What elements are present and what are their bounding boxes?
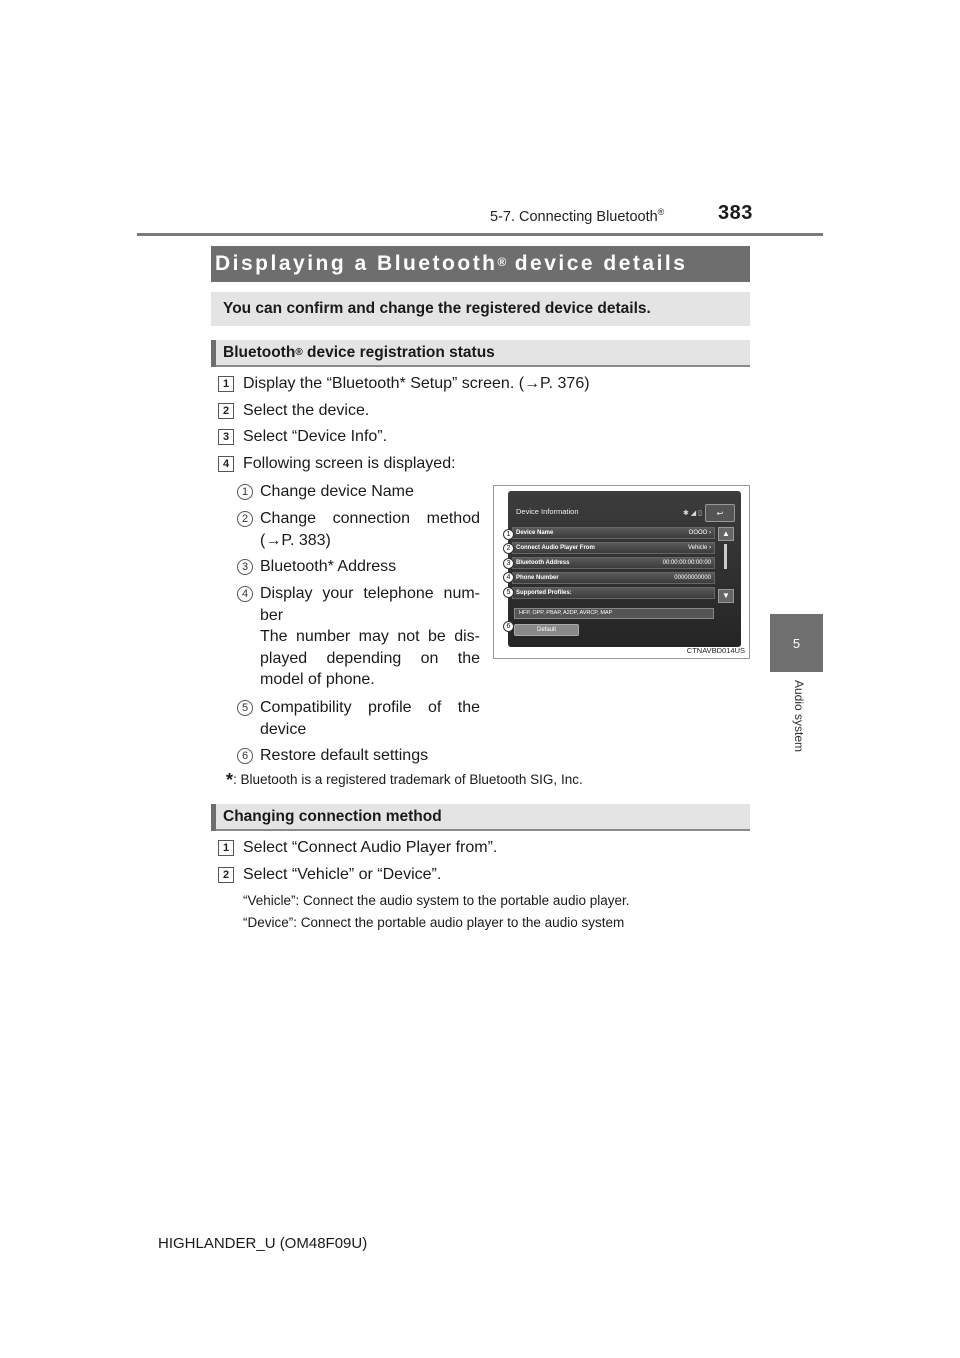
- step-number: 1: [218, 840, 234, 856]
- scroll-down-icon: ▼: [718, 589, 734, 603]
- scroll-up-icon: ▲: [718, 527, 734, 541]
- screen-title: Device Information: [516, 507, 579, 516]
- note-device: “Device”: Connect the portable audio player to the audio system: [243, 915, 625, 930]
- callout-3: 3: [503, 558, 514, 569]
- profiles-list: HFP, OPP, PBAP, A2DP, AVRCP, MAP: [514, 608, 714, 619]
- connection-section-heading: Changing connection method: [211, 804, 750, 831]
- default-button: Default: [514, 624, 579, 636]
- callout-5: 5: [503, 587, 514, 598]
- page-number: 383: [718, 202, 753, 224]
- chapter-tab: 5: [770, 614, 823, 672]
- item-number: 6: [237, 748, 253, 764]
- section-title: 5-7. Connecting Bluetooth®: [490, 207, 665, 225]
- intro-banner: You can confirm and change the registered device details.: [211, 292, 750, 326]
- heading-accent: [211, 804, 216, 831]
- step-text: Select “Connect Audio Player from”.: [243, 839, 498, 856]
- phone-number-row: Phone Number 00000000000: [512, 572, 715, 584]
- step-number: 2: [218, 867, 234, 883]
- page-title: Displaying a Bluetooth ® device details: [211, 246, 750, 282]
- heading-accent: [211, 340, 216, 367]
- item-number: 4: [237, 586, 253, 602]
- step-text: Select “Device Info”.: [243, 428, 388, 445]
- note-vehicle: “Vehicle”: Connect the audio system to the portable audio player.: [243, 893, 630, 908]
- callout-4: 4: [503, 572, 514, 583]
- supported-profiles-row: Supported Profiles:: [512, 587, 715, 599]
- item-text: Display your telephone num- ber The number may not be dis- played depending on the model of phone.: [260, 585, 480, 688]
- chapter-title: Audio system: [792, 680, 806, 753]
- bluetooth-address-row: Bluetooth Address 00:00:00:00:00:00: [512, 557, 715, 569]
- step-text: Following screen is displayed:: [243, 455, 456, 472]
- header-rule: [137, 233, 823, 236]
- manual-code: HIGHLANDER_U (OM48F09U): [158, 1235, 368, 1252]
- device-info-screenshot: [493, 485, 750, 659]
- back-icon: ↩: [705, 504, 735, 522]
- scrollbar: [724, 544, 727, 569]
- item-number: 3: [237, 559, 253, 575]
- display-screen: [508, 491, 741, 647]
- item-text: Change device Name: [260, 483, 414, 500]
- step-number: 1: [218, 376, 234, 392]
- item-number: 1: [237, 484, 253, 500]
- device-name-row: Device Name OOOO ›: [512, 527, 715, 539]
- item-text: Restore default settings: [260, 747, 429, 764]
- step-text: Display the “Bluetooth* Setup” screen. (→P. 376): [243, 375, 590, 392]
- connect-audio-row: Connect Audio Player From Vehicle ›: [512, 542, 715, 554]
- callout-1: 1: [503, 529, 514, 540]
- step-number: 4: [218, 456, 234, 472]
- item-text: Change connection method (→P. 383): [260, 510, 480, 549]
- item-text: Bluetooth* Address: [260, 558, 397, 575]
- item-number: 2: [237, 511, 253, 527]
- image-code: CTNAVBD014US: [686, 646, 745, 655]
- step-number: 3: [218, 429, 234, 445]
- item-number: 5: [237, 700, 253, 716]
- status-section-heading: Bluetooth ® device registration status: [211, 340, 750, 367]
- status-icons: ✱ ◢ ▯: [683, 510, 702, 517]
- callout-2: 2: [503, 543, 514, 554]
- step-text: Select “Vehicle” or “Device”.: [243, 866, 442, 883]
- item-text: Compatibility profile of the device: [260, 699, 480, 738]
- step-number: 2: [218, 403, 234, 419]
- callout-6: 6: [503, 621, 514, 632]
- footnote: *: Bluetooth is a registered trademark of Bluetooth SIG, Inc.: [226, 770, 583, 790]
- step-text: Select the device.: [243, 402, 370, 419]
